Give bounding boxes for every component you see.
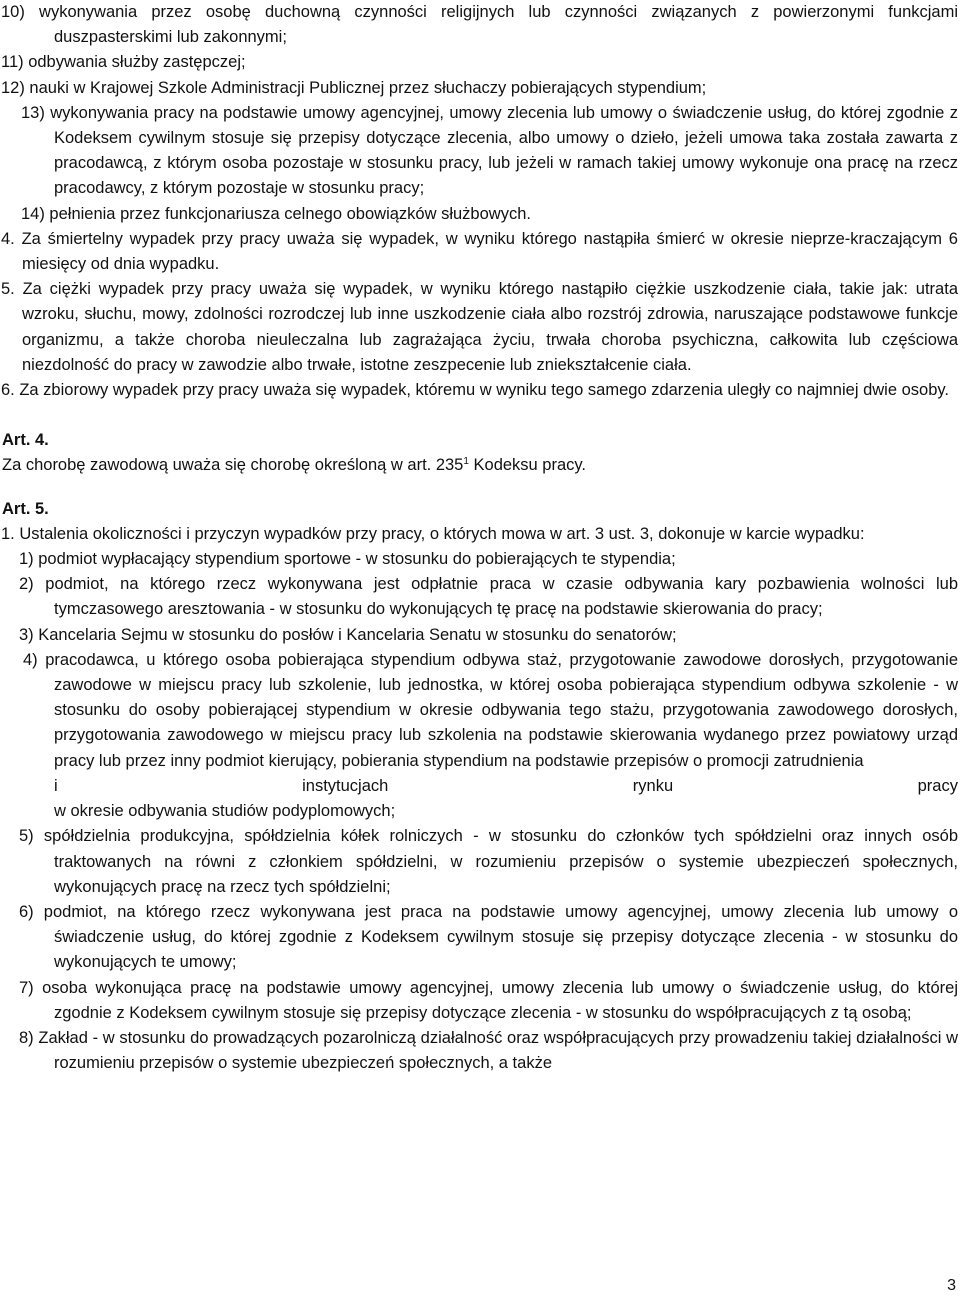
article-5-item-1: 1) podmiot wypłacający stypendium sportowe - w stosunku do pobierających te stypendia; (19, 550, 676, 569)
article-4-text: Za chorobę zawodową uważa się chorobę określoną w art. $235^1$ Kodeksu pracy. (2, 456, 587, 475)
article-5-heading: Art. 5. (2, 499, 49, 518)
article-5-item-6: 6) podmiot, na którego rzecz wykonywana jest praca na podstawie umowy agencyjnej, umowy zlecenia lub umowy o świadczenie usług, do której zgodnie z Kodeksem cywilnym stosuje się przepisy dotyczące zlecenia - w stosunku do wykonujących te umowy; (19, 902, 958, 972)
article-5-item-3: 3) Kancelaria Sejmu w stosunku do posłów i Kancelaria Senatu w stosunku do senatorów; (19, 625, 677, 644)
article-5-item-7: 7) osoba wykonująca pracę na podstawie umowy agencyjnej, umowy zlecenia lub umowy o świadczenie usług, do której zgodnie z Kodeksem cywilnym stosuje się przepisy dotyczące zlecenia - w stosunku do współpracujących z tą osobą; (19, 978, 958, 1022)
article-5-paragraph-1: 1. Ustalenia okoliczności i przyczyn wypadków przy pracy, o których mowa w art. 3 ust. 3, dokonuje w karcie wypadku: (1, 524, 865, 543)
page-number: 3 (947, 1277, 956, 1294)
section-5: 5. Za ciężki wypadek przy pracy uważa się wypadek, w wyniku którego nastąpiło ciężkie uszkodzenie ciała, takie jak: utrata wzroku, słuchu, mowy, zdolności rozrodczej lub inne uszkodzenie ciała albo rozstrój zdrowia, naruszające podstawowe funkcje organizmu, a także choroba nieuleczalna lub zagrażająca życiu, trwała choroba psychiczna, całkowita lub częściowa niezdolność do pracy w zawodzie albo trwałe, istotne zeszpecenie lub zniekształcenie ciała. (1, 280, 958, 374)
article-5-item-4: 4) pracodawca, u którego osoba pobierająca stypendium odbywa staż, przygotowanie zawodowe dorosłych, przygotowanie zawodowe w miejscu pracy lub szkolenie, lub jednostka, w której osoba pobierająca stypendium odbywa szkolenie - w stosunku do osoby pobierającej stypendium w okresie odbywania tego stażu, przygotowania zawodowego dorosłych, przygotowania zawodowego w miejscu pracy lub szkolenia na podstawie skierowania wydanego przez powiatowy urząd pracy lub przez inny podmiot kierujący, pobierania stypendium na podstawie przepisów o promocji zatrudnienia (23, 650, 958, 770)
list-item-10: 10) wykonywania przez osobę duchowną czynności religijnych lub czynności związanych z powierzonymi funkcjami duszpasterskimi lub zakonnymi; (1, 3, 958, 47)
article-5-item-4-spread-line: i instytucjach rynku pracy (54, 776, 958, 795)
article-5-item-8: 8) Zakład - w stosunku do prowadzących pozarolniczą działalność oraz współpracujących przy prowadzeniu takiej działalności w rozumieniu przepisów o systemie ubezpieczeń społecznych, a także (19, 1028, 958, 1073)
footnote-superscript: 1 (463, 456, 469, 468)
list-item-12: 12) nauki w Krajowej Szkole Administracji Publicznej przez słuchaczy pobierających stypendium; (1, 78, 707, 97)
list-item-11: 11) odbywania służby zastępczej; (1, 53, 246, 72)
section-6: 6. Za zbiorowy wypadek przy pracy uważa się wypadek, któremu w wyniku tego samego zdarzenia uległy co najmniej dwie osoby. (1, 381, 949, 400)
article-5-item-5: 5) spółdzielnia produkcyjna, spółdzielnia kółek rolniczych - w stosunku do członków tych spółdzielni oraz innych osób traktowanych na równi z członkiem spółdzielni, w rozumieniu przepisów o systemie ubezpieczeń społecznych, wykonujących pracę na rzecz tych spółdzielni; (19, 827, 958, 896)
article-5-item-4-end: w okresie odbywania studiów podyplomowych; (54, 802, 396, 821)
list-item-13: 13) wykonywania pracy na podstawie umowy agencyjnej, umowy zlecenia lub umowy o świadczenie usług, do której zgodnie z Kodeksem cywilnym stosuje się przepisy dotyczące zlecenia, albo umowy o dzieło, jeżeli umowa taka została zawarta z pracodawcą, z którym osoba pozostaje w stosunku pracy, lub jeżeli w ramach takiej umowy wykonuje ona pracę na rzecz pracodawcy, z którym pozostaje w stosunku pracy; (21, 103, 958, 198)
article-4-heading: Art. 4. (2, 431, 49, 450)
list-item-14: 14) pełnienia przez funkcjonariusza celnego obowiązków służbowych. (21, 204, 531, 223)
article-5-item-2: 2) podmiot, na którego rzecz wykonywana jest odpłatnie praca w czasie odbywania kary pozbawienia wolności lub tymczasowego aresztowania - w stosunku do wykonujących tę pracę na podstawie skierowania do pracy; (19, 575, 958, 619)
section-4: 4. Za śmiertelny wypadek przy pracy uważa się wypadek, w wyniku którego nastąpiła śmierć w okresie nieprze-kraczającym 6 miesięcy od dnia wypadku. (1, 229, 958, 274)
